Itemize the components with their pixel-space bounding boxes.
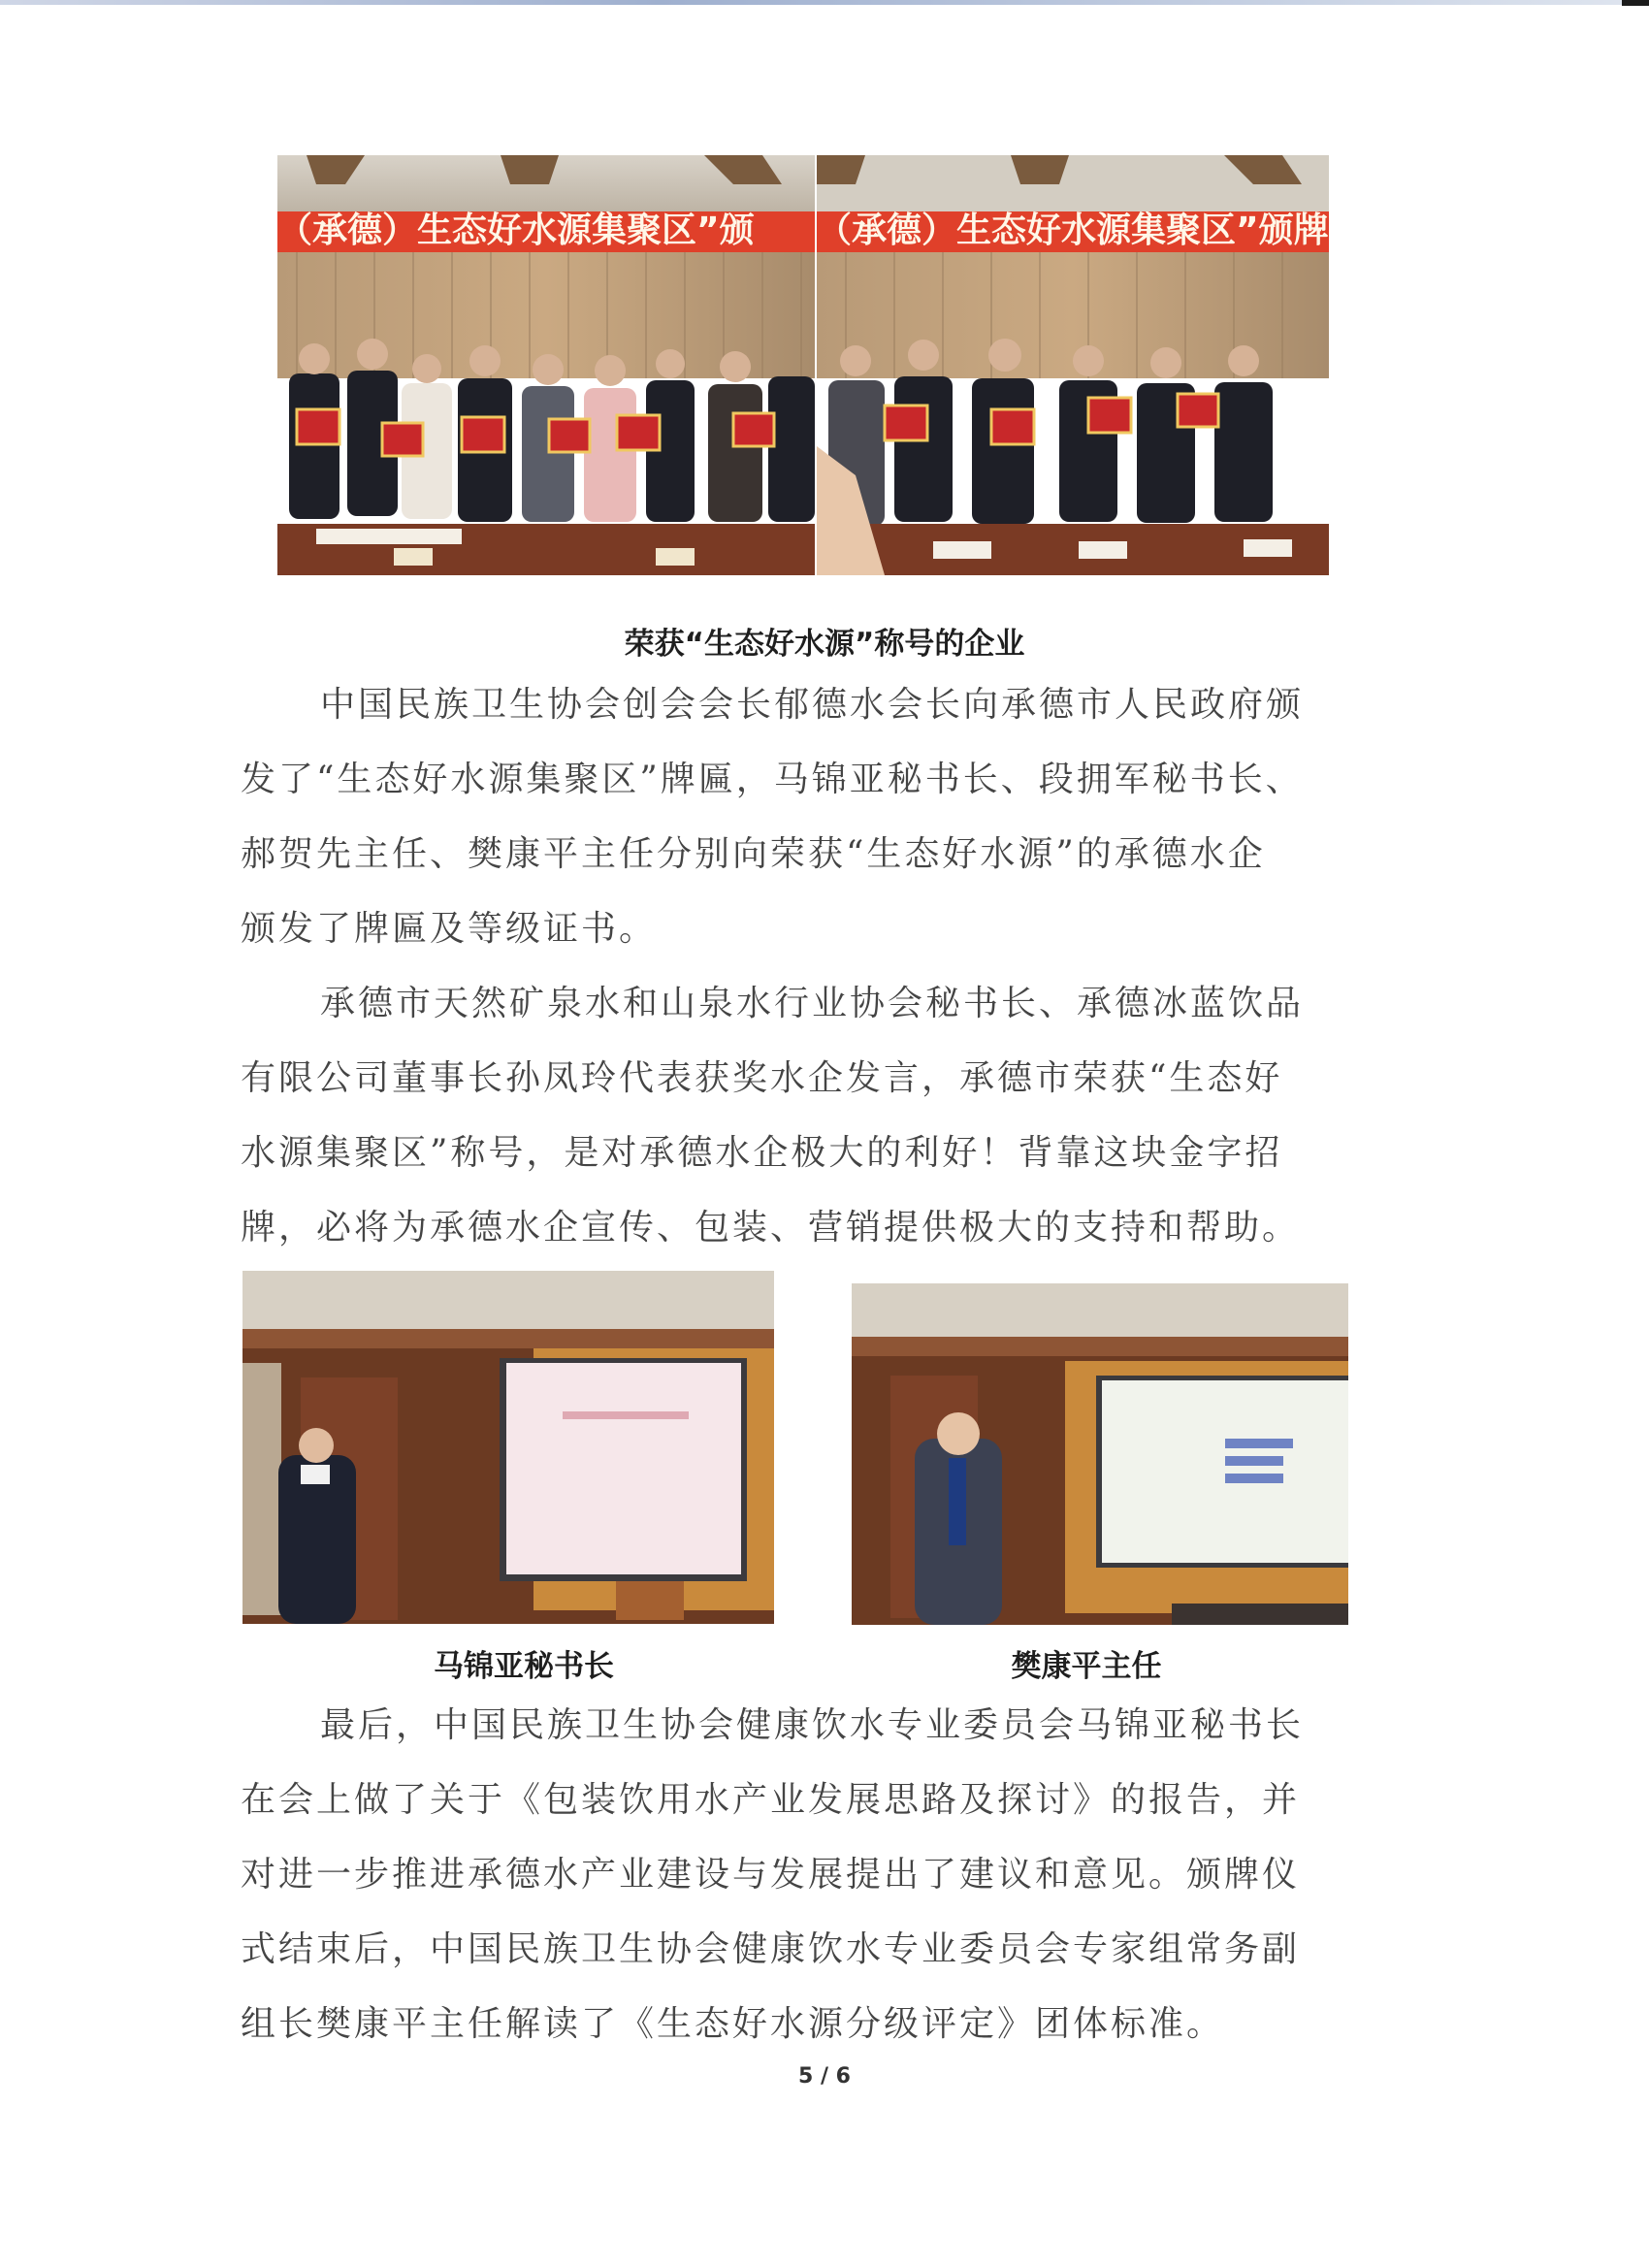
paragraph-3-line: 组长樊康平主任解读了《生态好水源分级评定》团体标准。 [241,2004,1225,2044]
ceremony-left-banner-text: （承德）生态好水源集聚区”颁 [277,211,755,250]
paragraph-2-line: 有限公司董事长孙凤玲代表获奖水企发言，承德市荣获“生态好 [241,1058,1283,1098]
paragraph-2 [241,966,1358,1265]
ceremony-photo-right [817,155,1329,575]
paragraph-3-line: 式结束后，中国民族卫生协会健康饮水专业委员会专家组常务副 [241,1929,1301,1969]
caption-speaker-ma: 马锦亚秘书长 [434,1649,614,1684]
speaker-photo-fan [852,1283,1348,1625]
paragraph-2-line: 水源集聚区”称号，是对承德水企极大的利好！背靠这块金字招 [241,1133,1283,1173]
caption-speaker-fan: 樊康平主任 [1011,1649,1162,1684]
paragraph-2-line: 承德市天然矿泉水和山泉水行业协会秘书长、承德冰蓝饮品 [320,984,1305,1023]
caption-award-companies: 荣获“生态好水源”称号的企业 [624,627,1025,662]
paragraph-1-line: 发了“生态好水源集聚区”牌匾，马锦亚秘书长、段拥军秘书长、 [241,760,1304,799]
speaker-photo-ma [242,1271,774,1624]
paragraph-1-line: 颁发了牌匾及等级证书。 [241,909,658,949]
paragraph-3 [241,1688,1358,2061]
paragraph-1-line: 郝贺先主任、樊康平主任分别向荣获“生态好水源”的承德水企 [241,834,1266,874]
scan-corner-mark [1622,0,1649,6]
paragraph-3-line: 最后，中国民族卫生协会健康饮水专业委员会马锦亚秘书长 [320,1705,1305,1745]
page-number: 5 / 6 [798,2064,851,2089]
paragraph-1-line: 中国民族卫生协会创会会长郁德水会长向承德市人民政府颁 [320,685,1305,725]
scan-edge [0,0,1649,5]
ceremony-right-banner-text: （承德）生态好水源集聚区”颁牌 [817,211,1329,250]
paragraph-3-line: 在会上做了关于《包装饮用水产业发展思路及探讨》的报告，并 [241,1780,1301,1820]
paragraph-2-line: 牌，必将为承德水企宣传、包装、营销提供极大的支持和帮助。 [241,1208,1301,1247]
ceremony-photo-left [277,155,815,575]
paragraph-1 [241,667,1358,966]
paragraph-3-line: 对进一步推进承德水产业建设与发展提出了建议和意见。颁牌仪 [241,1855,1301,1895]
